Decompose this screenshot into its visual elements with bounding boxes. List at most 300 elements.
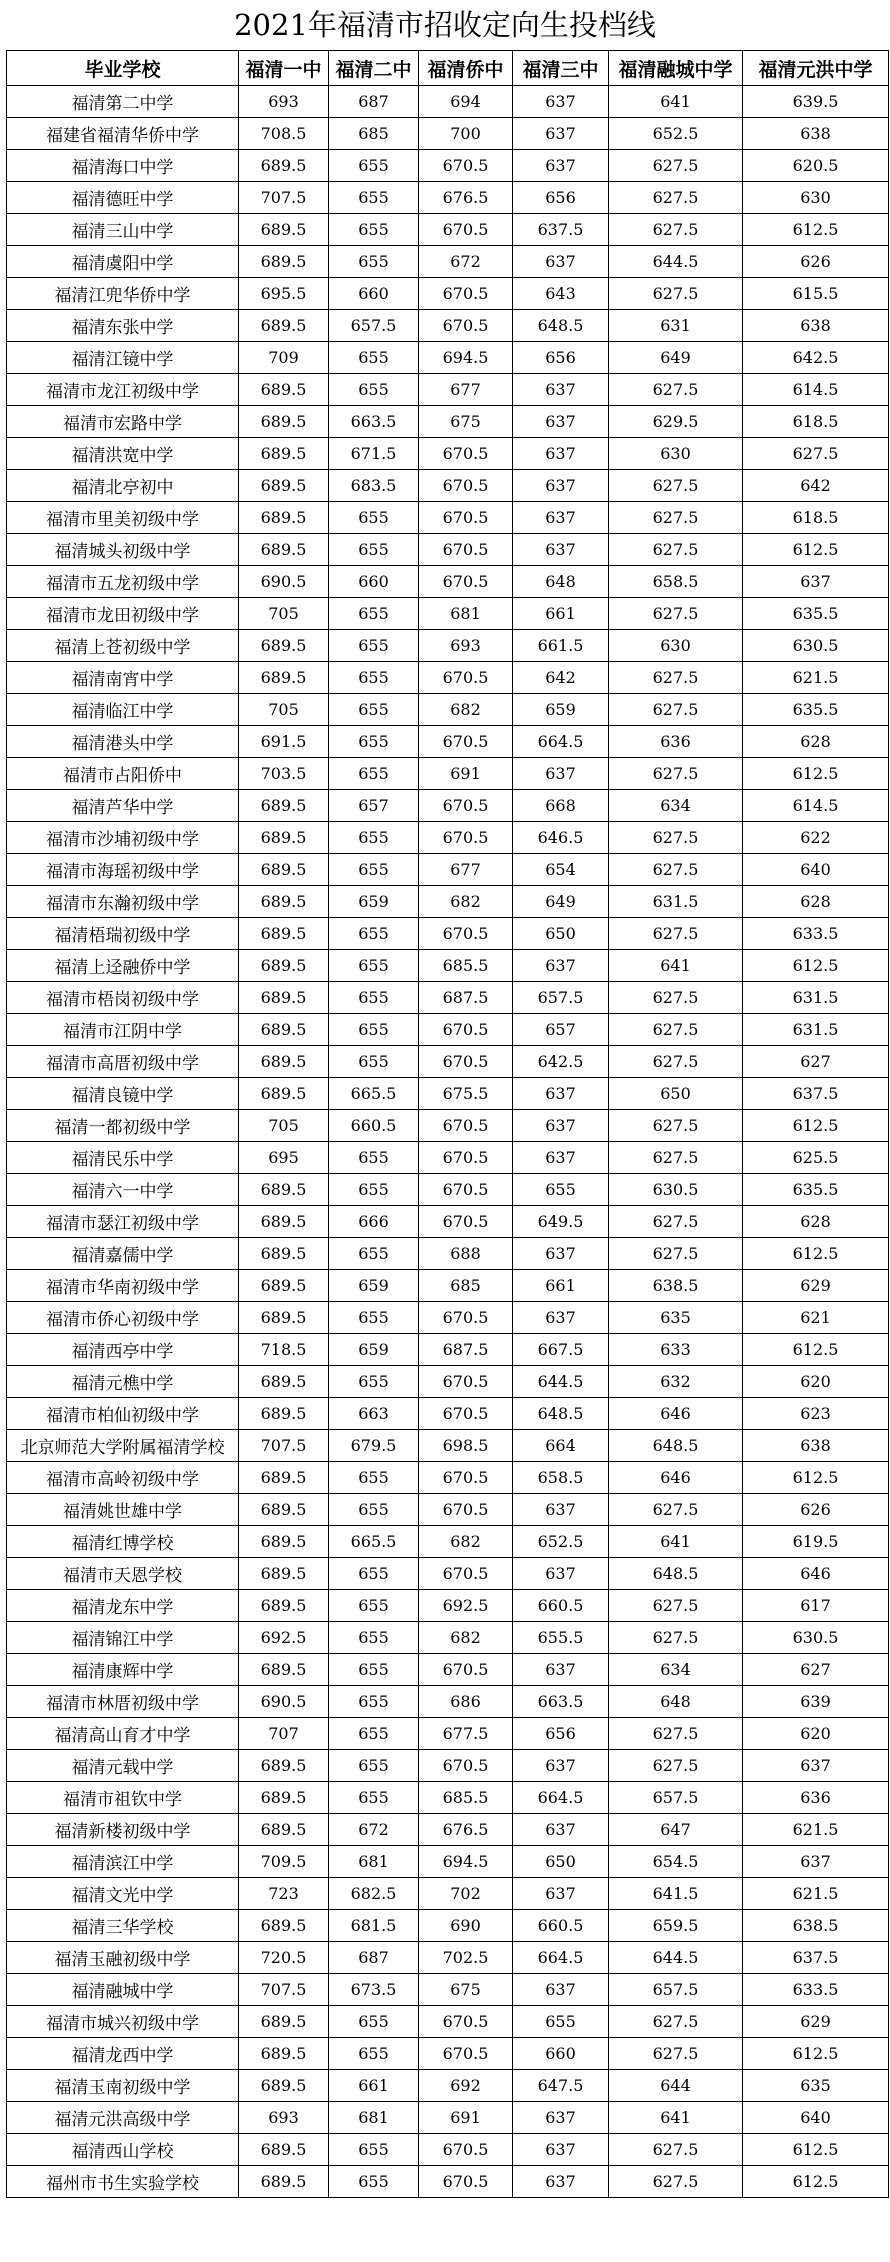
school-name-cell: 福建省福清华侨中学 — [7, 118, 239, 150]
score-cell: 670.5 — [419, 214, 513, 246]
score-cell: 692 — [419, 2070, 513, 2102]
score-cell: 681.5 — [329, 1910, 419, 1942]
school-name-cell: 福清西亭中学 — [7, 1334, 239, 1366]
score-cell: 644 — [609, 2070, 743, 2102]
score-cell: 612.5 — [743, 214, 889, 246]
score-cell: 670.5 — [419, 918, 513, 950]
score-cell: 638 — [743, 1430, 889, 1462]
school-name-cell: 福清融城中学 — [7, 1974, 239, 2006]
score-cell: 675 — [419, 1974, 513, 2006]
score-cell: 655 — [329, 2134, 419, 2166]
school-name-cell: 福清市林厝初级中学 — [7, 1686, 239, 1718]
score-cell: 646 — [609, 1398, 743, 1430]
score-cell: 689.5 — [239, 886, 329, 918]
school-name-cell: 福清北亭初中 — [7, 470, 239, 502]
table-row — [7, 598, 889, 630]
school-name-cell: 福清市高厝初级中学 — [7, 1046, 239, 1078]
score-cell: 655 — [329, 502, 419, 534]
table-row — [7, 1622, 889, 1654]
school-name-cell: 福清高山育才中学 — [7, 1718, 239, 1750]
table-row — [7, 278, 889, 310]
score-cell: 689.5 — [239, 310, 329, 342]
table-row — [7, 1430, 889, 1462]
school-name-cell: 福清文光中学 — [7, 1878, 239, 1910]
score-cell: 641.5 — [609, 1878, 743, 1910]
score-cell: 657.5 — [609, 1974, 743, 2006]
table-row — [7, 630, 889, 662]
score-cell: 612.5 — [743, 1334, 889, 1366]
score-cell: 655 — [329, 854, 419, 886]
score-cell: 670.5 — [419, 1046, 513, 1078]
score-cell: 655 — [329, 374, 419, 406]
score-cell: 708.5 — [239, 118, 329, 150]
school-name-cell: 福清梧瑞初级中学 — [7, 918, 239, 950]
score-cell: 673.5 — [329, 1974, 419, 2006]
score-cell: 655 — [329, 726, 419, 758]
score-cell: 655 — [329, 1046, 419, 1078]
score-cell: 655 — [329, 1654, 419, 1686]
school-name-cell: 福清市占阳侨中 — [7, 758, 239, 790]
score-cell: 689.5 — [239, 854, 329, 886]
school-name-cell: 福清玉南初级中学 — [7, 2070, 239, 2102]
score-cell: 655 — [329, 1302, 419, 1334]
score-cell: 663.5 — [513, 1686, 609, 1718]
score-cell: 670.5 — [419, 1302, 513, 1334]
score-cell: 659 — [329, 886, 419, 918]
table-row — [7, 438, 889, 470]
score-cell: 648.5 — [513, 310, 609, 342]
score-cell: 709.5 — [239, 1846, 329, 1878]
score-cell: 670.5 — [419, 822, 513, 854]
score-cell: 707.5 — [239, 1430, 329, 1462]
school-name-cell: 福清市沙埔初级中学 — [7, 822, 239, 854]
school-name-cell: 福清港头中学 — [7, 726, 239, 758]
school-name-cell: 福清市龙江初级中学 — [7, 374, 239, 406]
score-cell: 637 — [513, 1974, 609, 2006]
score-cell: 694 — [419, 86, 513, 118]
score-cell: 687 — [329, 86, 419, 118]
score-cell: 641 — [609, 1526, 743, 1558]
score-cell: 637 — [513, 1878, 609, 1910]
school-name-cell: 福清上苍初级中学 — [7, 630, 239, 662]
score-cell: 629 — [743, 2006, 889, 2038]
score-cell: 682 — [419, 886, 513, 918]
score-cell: 655 — [329, 630, 419, 662]
score-cell: 648 — [609, 1686, 743, 1718]
score-cell: 637 — [743, 1846, 889, 1878]
score-cell: 661 — [329, 2070, 419, 2102]
table-row — [7, 2134, 889, 2166]
table-row — [7, 694, 889, 726]
score-cell: 636 — [743, 1782, 889, 1814]
score-cell: 649 — [513, 886, 609, 918]
school-name-cell: 福清嘉儒中学 — [7, 1238, 239, 1270]
table-row — [7, 1462, 889, 1494]
table-row — [7, 1654, 889, 1686]
score-cell: 642.5 — [743, 342, 889, 374]
score-cell: 681 — [329, 1846, 419, 1878]
score-cell: 637 — [513, 150, 609, 182]
score-cell: 628 — [743, 726, 889, 758]
school-name-cell: 福清三华学校 — [7, 1910, 239, 1942]
score-cell: 660.5 — [513, 1910, 609, 1942]
table-row — [7, 1142, 889, 1174]
score-cell: 637 — [513, 2102, 609, 2134]
score-cell: 636 — [609, 726, 743, 758]
score-cell: 654.5 — [609, 1846, 743, 1878]
score-cell: 659.5 — [609, 1910, 743, 1942]
score-cell: 656 — [513, 182, 609, 214]
table-row — [7, 1014, 889, 1046]
score-cell: 660 — [513, 2038, 609, 2070]
score-cell: 637 — [513, 1654, 609, 1686]
score-cell: 655 — [329, 822, 419, 854]
score-cell: 695.5 — [239, 278, 329, 310]
score-cell: 627.5 — [609, 1750, 743, 1782]
school-name-cell: 福清市祖钦中学 — [7, 1782, 239, 1814]
score-cell: 689.5 — [239, 2070, 329, 2102]
table-row — [7, 1334, 889, 1366]
score-cell: 670.5 — [419, 2038, 513, 2070]
score-cell: 691 — [419, 2102, 513, 2134]
score-cell: 640 — [743, 2102, 889, 2134]
score-cell: 627.5 — [609, 1238, 743, 1270]
score-cell: 635.5 — [743, 694, 889, 726]
score-cell: 655 — [329, 1142, 419, 1174]
score-cell: 723 — [239, 1878, 329, 1910]
score-cell: 637 — [513, 1814, 609, 1846]
score-cell: 675.5 — [419, 1078, 513, 1110]
score-cell: 637 — [513, 1078, 609, 1110]
score-cell: 627.5 — [609, 470, 743, 502]
score-cell: 633.5 — [743, 1974, 889, 2006]
score-cell: 675 — [419, 406, 513, 438]
score-cell: 632 — [609, 1366, 743, 1398]
score-cell: 655 — [329, 214, 419, 246]
score-cell: 612.5 — [743, 534, 889, 566]
score-cell: 655.5 — [513, 1622, 609, 1654]
score-cell: 655 — [329, 1782, 419, 1814]
score-cell: 655 — [329, 1014, 419, 1046]
score-cell: 627.5 — [609, 758, 743, 790]
score-cell: 627.5 — [609, 1206, 743, 1238]
score-cell: 663 — [329, 1398, 419, 1430]
score-cell: 676.5 — [419, 182, 513, 214]
score-cell: 655 — [329, 150, 419, 182]
table-row — [7, 182, 889, 214]
score-cell: 621.5 — [743, 662, 889, 694]
score-cell: 689.5 — [239, 534, 329, 566]
score-cell: 659 — [329, 1334, 419, 1366]
score-cell: 720.5 — [239, 1942, 329, 1974]
score-cell: 670.5 — [419, 1462, 513, 1494]
table-row — [7, 1526, 889, 1558]
table-row — [7, 1782, 889, 1814]
score-cell: 626 — [743, 246, 889, 278]
score-cell: 677.5 — [419, 1718, 513, 1750]
school-name-cell: 福清江兜华侨中学 — [7, 278, 239, 310]
score-cell: 637 — [513, 534, 609, 566]
school-name-cell: 福清一都初级中学 — [7, 1110, 239, 1142]
score-cell: 670.5 — [419, 150, 513, 182]
score-cell: 689.5 — [239, 1078, 329, 1110]
table-row — [7, 1558, 889, 1590]
school-name-cell: 福清市宏路中学 — [7, 406, 239, 438]
score-cell: 646.5 — [513, 822, 609, 854]
score-cell: 637 — [513, 1302, 609, 1334]
table-row — [7, 1718, 889, 1750]
score-cell: 629.5 — [609, 406, 743, 438]
score-cell: 689.5 — [239, 1174, 329, 1206]
score-cell: 689.5 — [239, 790, 329, 822]
score-cell: 670.5 — [419, 1654, 513, 1686]
score-cell: 642.5 — [513, 1046, 609, 1078]
score-cell: 627.5 — [609, 2166, 743, 2198]
score-cell: 682 — [419, 694, 513, 726]
table-row — [7, 758, 889, 790]
score-cell: 670.5 — [419, 1174, 513, 1206]
score-cell: 627.5 — [609, 1014, 743, 1046]
score-cell: 666 — [329, 1206, 419, 1238]
score-cell: 686 — [419, 1686, 513, 1718]
score-cell: 689.5 — [239, 1526, 329, 1558]
score-cell: 690.5 — [239, 566, 329, 598]
school-name-cell: 福清临江中学 — [7, 694, 239, 726]
table-row — [7, 1494, 889, 1526]
score-cell: 689.5 — [239, 1654, 329, 1686]
score-cell: 637 — [513, 1750, 609, 1782]
score-cell: 655 — [329, 1686, 419, 1718]
score-cell: 688 — [419, 1238, 513, 1270]
score-table — [6, 50, 889, 2198]
school-name-cell: 北京师范大学附属福清学校 — [7, 1430, 239, 1462]
score-cell: 670.5 — [419, 2166, 513, 2198]
score-cell: 705 — [239, 694, 329, 726]
score-cell: 637.5 — [743, 1942, 889, 1974]
school-name-cell: 福清海口中学 — [7, 150, 239, 182]
score-cell: 637 — [513, 1558, 609, 1590]
table-row — [7, 1878, 889, 1910]
score-cell: 660 — [329, 566, 419, 598]
score-cell: 612.5 — [743, 1110, 889, 1142]
school-name-cell: 福清市江阴中学 — [7, 1014, 239, 1046]
table-row — [7, 534, 889, 566]
school-name-cell: 福清第二中学 — [7, 86, 239, 118]
score-cell: 655 — [329, 918, 419, 950]
table-row — [7, 790, 889, 822]
score-cell: 655 — [329, 1750, 419, 1782]
school-name-cell: 福清市侨心初级中学 — [7, 1302, 239, 1334]
table-row — [7, 1174, 889, 1206]
score-cell: 660.5 — [329, 1110, 419, 1142]
score-cell: 689.5 — [239, 2006, 329, 2038]
score-cell: 637.5 — [743, 1078, 889, 1110]
score-cell: 623 — [743, 1398, 889, 1430]
score-cell: 681 — [419, 598, 513, 630]
score-cell: 627.5 — [609, 822, 743, 854]
column-header: 福清元洪中学 — [743, 51, 889, 86]
score-cell: 689.5 — [239, 1206, 329, 1238]
score-cell: 627.5 — [609, 598, 743, 630]
score-cell: 612.5 — [743, 1462, 889, 1494]
score-cell: 668 — [513, 790, 609, 822]
school-name-cell: 福清市瑟江初级中学 — [7, 1206, 239, 1238]
score-cell: 654 — [513, 854, 609, 886]
score-cell: 681 — [329, 2102, 419, 2134]
score-cell: 627.5 — [609, 1142, 743, 1174]
table-row — [7, 822, 889, 854]
score-cell: 660.5 — [513, 1590, 609, 1622]
score-cell: 628 — [743, 886, 889, 918]
score-cell: 670.5 — [419, 470, 513, 502]
score-cell: 644.5 — [513, 1366, 609, 1398]
score-cell: 627.5 — [609, 374, 743, 406]
score-cell: 657 — [329, 790, 419, 822]
score-cell: 637 — [513, 502, 609, 534]
school-name-cell: 福清良镜中学 — [7, 1078, 239, 1110]
column-header: 福清融城中学 — [609, 51, 743, 86]
score-cell: 655 — [329, 982, 419, 1014]
score-cell: 612.5 — [743, 2134, 889, 2166]
score-cell: 644.5 — [609, 1942, 743, 1974]
score-cell: 655 — [329, 2166, 419, 2198]
school-name-cell: 福清康辉中学 — [7, 1654, 239, 1686]
score-cell: 612.5 — [743, 758, 889, 790]
score-cell: 627.5 — [609, 214, 743, 246]
score-cell: 638 — [743, 118, 889, 150]
score-cell: 631 — [609, 310, 743, 342]
score-cell: 622 — [743, 822, 889, 854]
score-cell: 657.5 — [609, 1782, 743, 1814]
table-row — [7, 246, 889, 278]
table-row — [7, 1270, 889, 1302]
score-cell: 664 — [513, 1430, 609, 1462]
score-cell: 660 — [329, 278, 419, 310]
school-name-cell: 福州市书生实验学校 — [7, 2166, 239, 2198]
score-cell: 637 — [513, 1238, 609, 1270]
school-name-cell: 福清东张中学 — [7, 310, 239, 342]
score-cell: 655 — [329, 1174, 419, 1206]
score-cell: 637 — [513, 406, 609, 438]
table-row — [7, 1078, 889, 1110]
score-cell: 685 — [329, 118, 419, 150]
score-cell: 693 — [239, 86, 329, 118]
score-cell: 689.5 — [239, 1270, 329, 1302]
table-row — [7, 1750, 889, 1782]
score-cell: 638.5 — [609, 1270, 743, 1302]
score-cell: 656 — [513, 342, 609, 374]
score-cell: 620 — [743, 1366, 889, 1398]
table-row — [7, 406, 889, 438]
score-cell: 640 — [743, 854, 889, 886]
score-cell: 665.5 — [329, 1526, 419, 1558]
score-cell: 647 — [609, 1814, 743, 1846]
score-cell: 615.5 — [743, 278, 889, 310]
score-cell: 612.5 — [743, 950, 889, 982]
score-cell: 707 — [239, 1718, 329, 1750]
score-cell: 689.5 — [239, 1046, 329, 1078]
score-cell: 630 — [743, 182, 889, 214]
score-cell: 682 — [419, 1622, 513, 1654]
score-cell: 627.5 — [743, 438, 889, 470]
score-cell: 637 — [513, 118, 609, 150]
score-cell: 670.5 — [419, 1398, 513, 1430]
score-cell: 627.5 — [609, 1110, 743, 1142]
table-row — [7, 1046, 889, 1078]
score-cell: 702 — [419, 1878, 513, 1910]
score-cell: 627.5 — [609, 1494, 743, 1526]
score-cell: 689.5 — [239, 1014, 329, 1046]
score-cell: 689.5 — [239, 2134, 329, 2166]
score-cell: 641 — [609, 2102, 743, 2134]
table-row — [7, 1206, 889, 1238]
score-cell: 649 — [609, 342, 743, 374]
score-cell: 677 — [419, 854, 513, 886]
score-cell: 617 — [743, 1590, 889, 1622]
score-cell: 661 — [513, 1270, 609, 1302]
score-cell: 685 — [419, 1270, 513, 1302]
score-cell: 655 — [329, 1366, 419, 1398]
score-cell: 689.5 — [239, 214, 329, 246]
score-cell: 689.5 — [239, 246, 329, 278]
school-name-cell: 福清市梧岗初级中学 — [7, 982, 239, 1014]
table-row — [7, 1398, 889, 1430]
score-cell: 637 — [513, 438, 609, 470]
score-cell: 677 — [419, 374, 513, 406]
school-name-cell: 福清洪宽中学 — [7, 438, 239, 470]
score-cell: 689.5 — [239, 1558, 329, 1590]
score-cell: 655 — [329, 1718, 419, 1750]
score-cell: 630.5 — [743, 1622, 889, 1654]
table-row — [7, 86, 889, 118]
score-cell: 630 — [609, 438, 743, 470]
score-cell: 627.5 — [609, 182, 743, 214]
school-name-cell: 福清市华南初级中学 — [7, 1270, 239, 1302]
score-cell: 621.5 — [743, 1878, 889, 1910]
score-cell: 633.5 — [743, 918, 889, 950]
score-cell: 665.5 — [329, 1078, 419, 1110]
score-cell: 631.5 — [743, 982, 889, 1014]
table-row — [7, 342, 889, 374]
score-cell: 691.5 — [239, 726, 329, 758]
score-cell: 649.5 — [513, 1206, 609, 1238]
score-cell: 670.5 — [419, 726, 513, 758]
school-name-cell: 福清市龙田初级中学 — [7, 598, 239, 630]
score-cell: 690.5 — [239, 1686, 329, 1718]
score-cell: 655 — [329, 950, 419, 982]
score-cell: 689.5 — [239, 502, 329, 534]
score-cell: 655 — [329, 694, 419, 726]
score-cell: 637 — [513, 1494, 609, 1526]
score-cell: 689.5 — [239, 1910, 329, 1942]
table-row — [7, 374, 889, 406]
score-cell: 637 — [743, 566, 889, 598]
score-cell: 627.5 — [609, 1718, 743, 1750]
table-row — [7, 1846, 889, 1878]
school-name-cell: 福清姚世雄中学 — [7, 1494, 239, 1526]
score-cell: 709 — [239, 342, 329, 374]
score-cell: 698.5 — [419, 1430, 513, 1462]
score-cell: 670.5 — [419, 566, 513, 598]
school-name-cell: 福清玉融初级中学 — [7, 1942, 239, 1974]
score-cell: 682.5 — [329, 1878, 419, 1910]
score-cell: 689.5 — [239, 662, 329, 694]
score-cell: 627.5 — [609, 2134, 743, 2166]
score-cell: 687 — [329, 1942, 419, 1974]
score-cell: 655 — [329, 758, 419, 790]
table-row — [7, 1302, 889, 1334]
score-cell: 655 — [329, 2038, 419, 2070]
